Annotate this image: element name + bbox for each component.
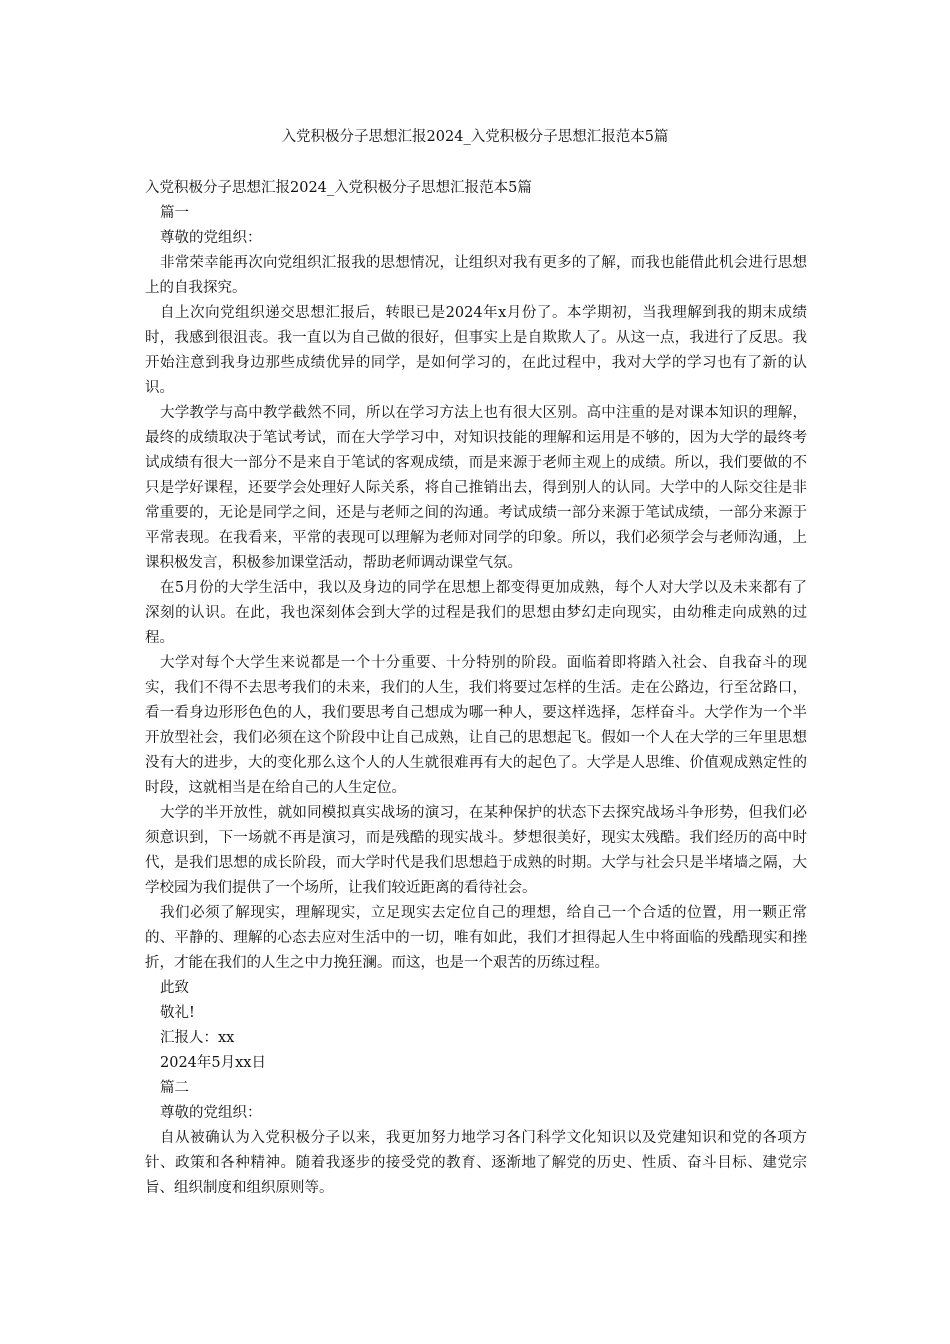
- paragraph: 大学教学与高中教学截然不同，所以在学习方法上也有很大区别。高中注重的是对课本知识的理解，最终的成绩取决于笔试考试，而在大学学习中，对知识技能的理解和运用是不够的，因为大学的最终考试成绩有很大一部分不是来自于笔试的客观成绩，而是来源于老师主观上的成绩。所以，我们要做的不只是学好课程，还要学会处理好人际关系，将自己推销出去，得到别人的认同。大学中的人际交往是非常重要的，无论是同学之间，还是与老师之间的沟通。考试成绩一部分来源于笔试成绩，一部分来源于平常表现。在我看来，平常的表现可以理解为老师对同学的印象。所以，我们必须学会与老师沟通，上课积极发言，积极参加课堂活动，帮助老师调动课堂气氛。: [145, 405, 807, 571]
- date-line: 2024年5月xx日: [160, 1055, 266, 1071]
- closing-line: 敬礼!: [160, 1005, 195, 1021]
- document-heading: 入党积极分子思想汇报2024_入党积极分子思想汇报范本5篇: [145, 180, 532, 196]
- paragraph: 自上次向党组织递交思想汇报后，转眼已是2024年x月份了。本学期初，当我理解到我的期末成绩时，我感到很沮丧。我一直以为自己做的很好，但事实上是自欺欺人了。从这一点，我进行了反思。我开始注意到我身边那些成绩优异的同学，是如何学习的，在此过程中，我对大学的学习也有了新的认识。: [145, 305, 807, 396]
- paragraph: 大学的半开放性，就如同模拟真实战场的演习，在某种保护的状态下去探究战场斗争形势，但我们必须意识到，下一场就不再是演习，而是残酷的现实战斗。梦想很美好，现实太残酷。我们经历的高中时代，是我们思想的成长阶段，而大学时代是我们思想趋于成熟的时期。大学与社会只是半堵墙之隔，大学校园为我们提供了一个场所，让我们较近距离的看待社会。: [145, 805, 807, 896]
- paragraph: 自从被确认为入党积极分子以来，我更加努力地学习各门科学文化知识以及党建知识和党的各项方针、政策和各种精神。随着我逐步的接受党的教育、逐渐地了解党的历史、性质、奋斗目标、建党宗旨、组织制度和组织原则等。: [145, 1130, 807, 1196]
- salutation: 尊敬的党组织：: [160, 1105, 262, 1121]
- section-label: 篇一: [160, 205, 189, 221]
- page-title: 入党积极分子思想汇报2024_入党积极分子思想汇报范本5篇: [281, 129, 669, 145]
- paragraph: 在5月份的大学生活中，我以及身边的同学在思想上都变得更加成熟，每个人对大学以及未来都有了深刻的认识。在此，我也深刻体会到大学的过程是我们的思想由梦幻走向现实，由幼稚走向成熟的过程。: [145, 580, 807, 646]
- document-body: [145, 176, 807, 1201]
- closing-line: 此致: [160, 980, 189, 996]
- paragraph: 我们必须了解现实，理解现实，立足现实去定位自己的理想，给自己一个合适的位置，用一颗正常的、平静的、理解的心态去应对生活中的一切，唯有如此，我们才担得起人生中将面临的残酷现实和挫折，才能在我们的人生之中力挽狂澜。而这，也是一个艰苦的历练过程。: [145, 905, 807, 971]
- paragraph: 非常荣幸能再次向党组织汇报我的思想情况，让组织对我有更多的了解，而我也能借此机会进行思想上的自我探究。: [145, 255, 807, 296]
- section-label: 篇二: [160, 1080, 189, 1096]
- salutation: 尊敬的党组织：: [160, 230, 262, 246]
- paragraph: 大学对每个大学生来说都是一个十分重要、十分特别的阶段。面临着即将踏入社会、自我奋斗的现实，我们不得不去思考我们的未来，我们的人生，我们将要过怎样的生活。走在公路边，行至岔路口，看一看身边形形色色的人，我们要思考自己想成为哪一种人，要这样选择，怎样奋斗。大学作为一个半开放型社会，我们必须在这个阶段中让自己成熟，让自己的思想起飞。假如一个人在大学的三年里思想没有大的进步，大的变化那么这个人的人生就很难再有大的起色了。大学是人思维、价值观成熟定性的时段，这就相当是在给自己的人生定位。: [145, 655, 807, 796]
- reporter-line: 汇报人：xx: [160, 1030, 235, 1046]
